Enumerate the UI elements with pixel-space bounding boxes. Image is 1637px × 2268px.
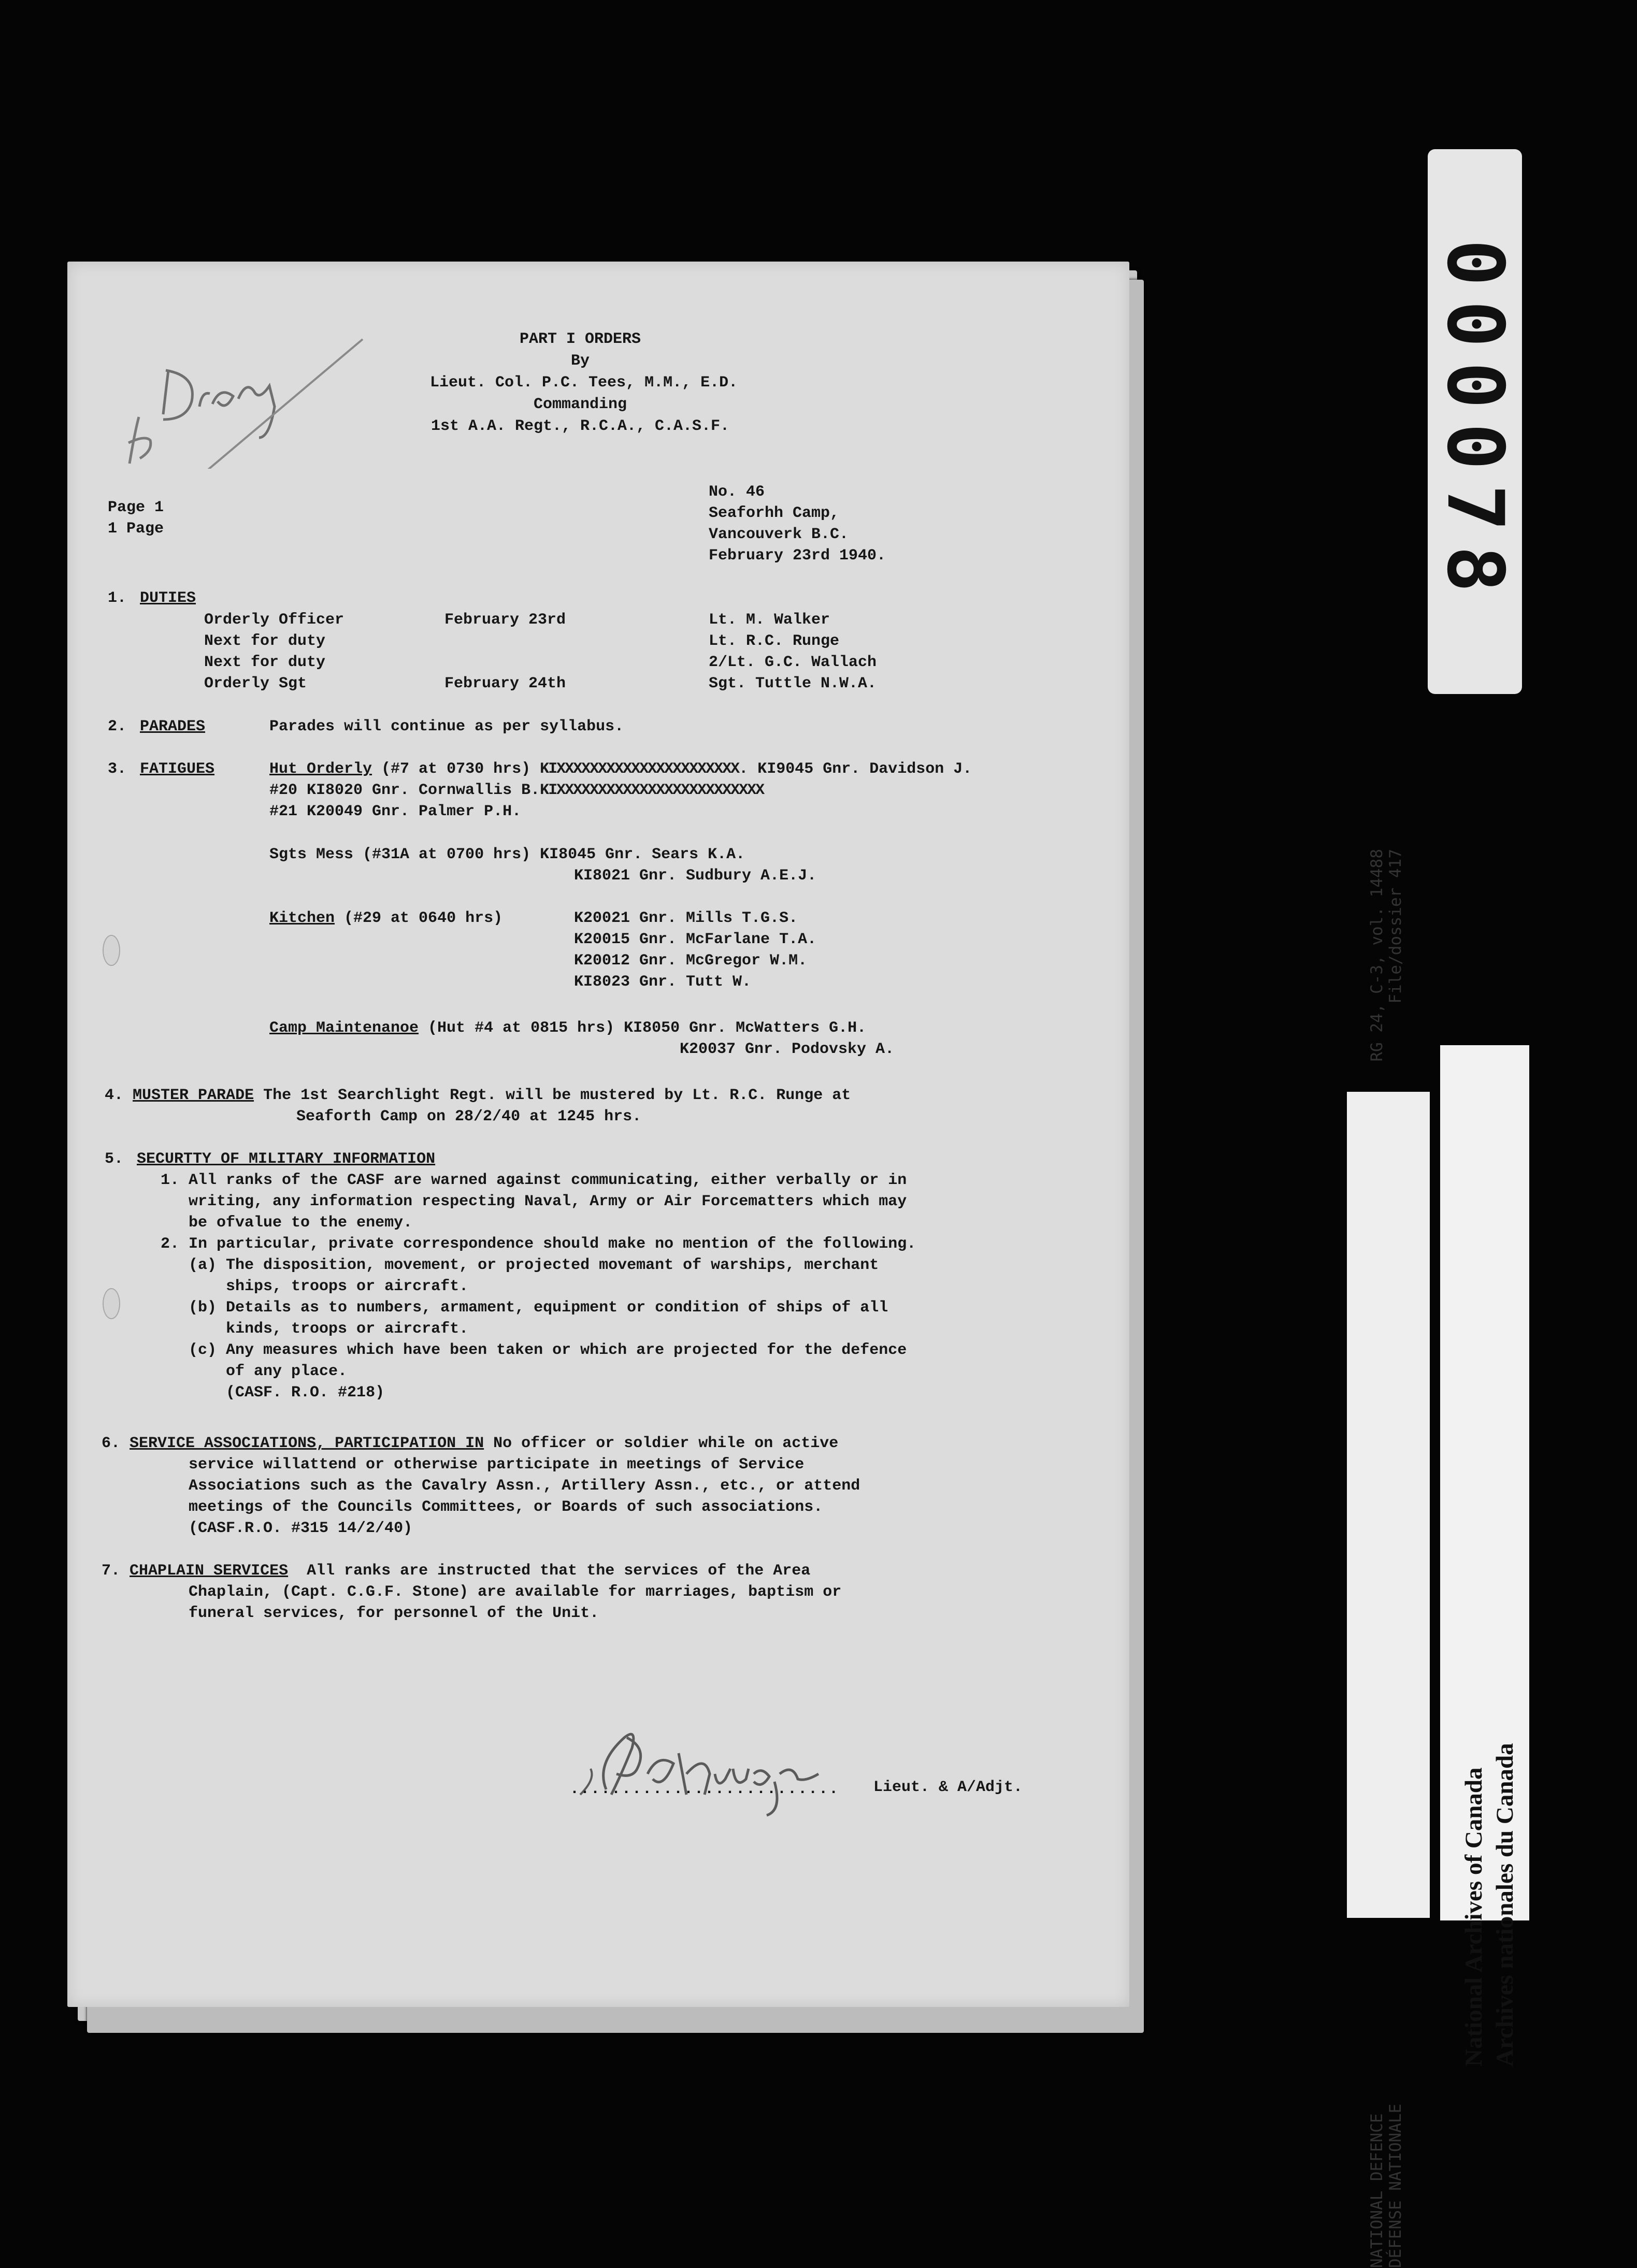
security-number: 5. — [105, 1150, 124, 1168]
fatigue-hut-line3: #21 K20049 Gnr. Palmer P.H. — [269, 803, 522, 820]
fatigue-sgts-mess: Sgts Mess (#31A at 0700 hrs) KI8045 Gnr. Sears K.A. — [269, 846, 745, 863]
duty-role: Orderly Sgt — [204, 675, 307, 692]
handwritten-signature — [575, 1717, 865, 1821]
camp-maintenance-name: K20037 Gnr. Podovsky A. — [680, 1041, 895, 1058]
parades-heading: PARADES — [140, 718, 206, 735]
service-line: meetings of the Councils Committees, or Boards of such associations. — [189, 1498, 823, 1516]
security-line: writing, any information respecting Naval, Army or Air Forcematters which may — [161, 1193, 907, 1210]
service-line: Associations such as the Cavalry Assn., Artillery Assn., etc., or attend — [189, 1477, 860, 1495]
frame-number — [1430, 182, 1520, 664]
chaplain-line: Chaplain, (Capt. C.G.F. Stone) are available for marriages, baptism or — [189, 1583, 842, 1601]
order-title: PART I ORDERS — [519, 330, 641, 348]
service-line1 — [102, 1433, 838, 1454]
fatigue-camp-maintenance — [269, 1018, 866, 1039]
muster-line2: Seaforth Camp on 28/2/40 at 1245 hrs. — [296, 1108, 642, 1125]
punch-hole-top — [103, 935, 120, 966]
duty-name: 2/Lt. G.C. Wallach — [709, 654, 877, 671]
hut-orderly-detail: (#7 at 0730 hrs) — [372, 760, 540, 778]
kitchen-name: K20012 Gnr. McGregor W.M. — [574, 952, 808, 970]
order-city: Vancouverk B.C. — [709, 526, 849, 543]
page-info-line2: 1 Page — [108, 520, 164, 538]
frame-number-text: 000078 — [1430, 239, 1520, 607]
security-heading: SECURTTY OF MILITARY INFORMATION — [137, 1150, 436, 1168]
duty-name: Lt. R.C. Runge — [709, 632, 840, 650]
security-line: (b) Details as to numbers, armament, equipment or condition of ships of all — [161, 1299, 888, 1317]
duty-name: Lt. M. Walker — [709, 611, 830, 629]
archive-label-reference — [1347, 849, 1430, 2268]
chaplain-heading: CHAPLAIN SERVICES — [130, 1562, 289, 1580]
order-commanding: Commanding — [533, 396, 627, 413]
camp-maintenance-label: Camp Maintenanoe — [269, 1019, 419, 1037]
kitchen-detail: (#29 at 0640 hrs) — [335, 909, 503, 927]
signature-dots: .......................... — [570, 1781, 840, 1798]
muster-line1 — [105, 1085, 851, 1106]
muster-text: The 1st Searchlight Regt. will be mustered by Lt. R.C. Runge at — [254, 1087, 851, 1104]
duties-heading: DUTIES — [140, 589, 196, 607]
security-line: 2. In particular, private correspondence should make no mention of the following. — [161, 1235, 916, 1253]
department-line2: DÉFENSE NATIONALE — [1386, 2103, 1405, 2268]
department-text — [1368, 1439, 1409, 2268]
order-by: By — [570, 352, 590, 370]
order-commander: Lieut. Col. P.C. Tees, M.M., E.D. — [430, 374, 738, 392]
reference-line2: File/dossier 417 — [1386, 849, 1405, 1004]
kitchen-name: KI8023 Gnr. Tutt W. — [574, 973, 752, 991]
security-line: of any place. — [161, 1363, 348, 1380]
service-line: (CASF.R.O. #315 14/2/40) — [189, 1520, 413, 1537]
duty-date: February 23rd — [444, 611, 566, 629]
order-unit: 1st A.A. Regt., R.C.A., C.A.S.F. — [430, 417, 730, 435]
duty-role: Next for duty — [204, 632, 326, 650]
security-line: (a) The disposition, movement, or projected movemant of warships, merchant — [161, 1256, 879, 1274]
fatigue-hut-line1 — [269, 759, 972, 780]
kitchen-name: K20015 Gnr. McFarlane T.A. — [574, 931, 817, 948]
hut-orderly-name: . KI9045 Gnr. Davidson J. — [739, 760, 972, 778]
parades-text: Parades will continue as per syllabus. — [269, 718, 624, 735]
service-line: service willattend or otherwise participate in meetings of Service — [189, 1456, 805, 1474]
service-text: No officer or soldier while on active — [484, 1435, 839, 1452]
parades-number: 2. — [108, 718, 127, 735]
security-line: ships, troops or aircraft. — [161, 1278, 469, 1295]
duty-name: Sgt. Tuttle N.W.A. — [709, 675, 877, 692]
security-line: (CASF. R.O. #218) — [161, 1384, 385, 1402]
archive-label-archives — [1440, 1045, 1529, 2067]
chaplain-line1 — [102, 1561, 810, 1582]
margin-note-handwriting — [114, 329, 383, 469]
security-line: (c) Any measures which have been taken or which are projected for the defence — [161, 1341, 907, 1359]
order-number: No. 46 — [709, 483, 765, 501]
hut-orderly-label: Hut Orderly — [269, 760, 372, 778]
duty-role: Orderly Officer — [204, 611, 344, 629]
duties-number: 1. — [108, 589, 127, 607]
fatigues-heading: FATIGUES — [140, 760, 215, 778]
muster-heading: MUSTER PARADE — [133, 1087, 254, 1104]
document-page — [67, 262, 1129, 2007]
archives-text — [1458, 1238, 1526, 2067]
struck-out-entry: KIXXXXXXXXXXXXXXXXXXXXXX — [540, 760, 739, 778]
archives-line1: National Archives of Canada — [1460, 1767, 1487, 2067]
security-line: be ofvalue to the enemy. — [161, 1214, 413, 1232]
fatigue-kitchen — [269, 908, 502, 929]
department-line1: NATIONAL DEFENCE — [1368, 2113, 1386, 2268]
service-heading: SERVICE ASSOCIATIONS, PARTICIPATION IN — [130, 1435, 484, 1452]
service-number: 6. — [102, 1435, 121, 1452]
kitchen-label: Kitchen — [269, 909, 335, 927]
order-camp: Seaforhh Camp, — [709, 504, 840, 522]
signature-title: Lieut. & A/Adjt. — [873, 1779, 1023, 1796]
chaplain-number: 7. — [102, 1562, 121, 1580]
order-date: February 23rd 1940. — [709, 547, 886, 565]
punch-hole-bottom — [103, 1288, 120, 1319]
struck-out-entry: KIXXXXXXXXXXXXXXXXXXXXXXXXX — [540, 782, 764, 799]
kitchen-name: K20021 Gnr. Mills T.G.S. — [574, 909, 798, 927]
archives-line2: Archives nationales du Canada — [1491, 1743, 1518, 2067]
security-line: 1. All ranks of the CASF are warned against communicating, either verbally or in — [161, 1172, 907, 1189]
fatigues-number: 3. — [108, 760, 127, 778]
fatigue-hut-line2 — [269, 780, 764, 801]
muster-number: 4. — [105, 1087, 124, 1104]
reference-line1: RG 24, C-3, vol. 14488 — [1368, 849, 1386, 1062]
page-info-line1: Page 1 — [108, 499, 164, 516]
security-line: kinds, troops or aircraft. — [161, 1320, 469, 1338]
camp-maintenance-detail: (Hut #4 at 0815 hrs) KI8050 Gnr. McWatters G.H. — [419, 1019, 867, 1037]
hut-orderly-entry: #20 KI8020 Gnr. Cornwallis B. — [269, 782, 540, 799]
chaplain-line: funeral services, for personnel of the Unit. — [189, 1605, 599, 1622]
duty-date: February 24th — [444, 675, 566, 692]
chaplain-text: All ranks are instructed that the services of the Area — [288, 1562, 811, 1580]
duty-role: Next for duty — [204, 654, 326, 671]
fatigue-sgts-mess-2: KI8021 Gnr. Sudbury A.E.J. — [574, 867, 817, 885]
